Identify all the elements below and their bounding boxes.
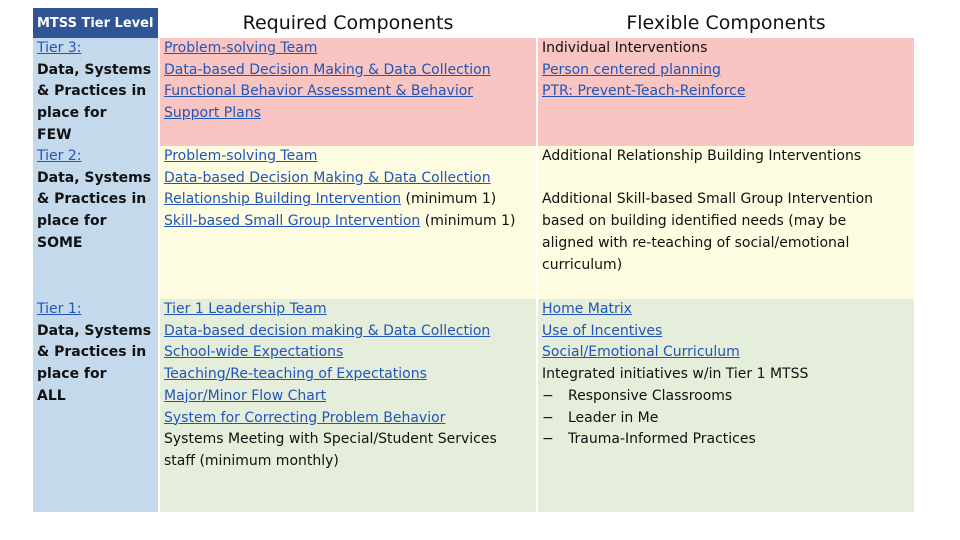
tier-2-cell	[33, 146, 158, 299]
flexible-component-text: Trauma-Informed Practices	[568, 431, 756, 448]
required-component-link[interactable]: Functional Behavior Assessment & Behavior	[164, 83, 474, 100]
flexible-component-link[interactable]: Use of Incentives	[542, 322, 663, 339]
flexible-component-text: Individual Interventions	[542, 40, 708, 56]
flexible-component-link[interactable]: PTR: Prevent-Teach-Reinforce	[542, 83, 746, 100]
required-component-note: (minimum 1)	[420, 213, 516, 230]
tier-3-cell	[33, 38, 158, 146]
tier-description-line: FEW	[37, 126, 72, 143]
required-component-link[interactable]: System for Correcting Problem Behavior	[164, 409, 446, 426]
required-component-text: staff (minimum monthly)	[164, 452, 339, 469]
required-component-item	[164, 451, 532, 473]
tier-name[interactable]: Tier 1:	[37, 301, 82, 317]
required-component-item	[164, 364, 532, 386]
tier-3-flexible-cell	[538, 38, 914, 146]
flexible-component-text: Additional Relationship Building Interventions	[542, 148, 862, 164]
tier-description-line: place for	[37, 105, 107, 122]
required-component-link[interactable]: School-wide Expectations	[164, 344, 344, 361]
flexible-component-item	[542, 60, 910, 82]
required-component-text: Systems Meeting with Special/Student Services	[164, 431, 497, 448]
required-component-link[interactable]: Skill-based Small Group Intervention	[164, 213, 421, 230]
flexible-component-item	[542, 299, 910, 321]
flexible-component-item	[542, 38, 910, 60]
flexible-component-item	[542, 211, 910, 233]
tier-description-line: Data, Systems	[37, 61, 152, 78]
flexible-component-text: Responsive Classrooms	[568, 387, 733, 404]
required-component-link[interactable]: Major/Minor Flow Chart	[164, 387, 327, 404]
tier-description-line: & Practices in	[37, 83, 147, 100]
required-component-link[interactable]: Problem-solving Team	[164, 40, 318, 56]
required-component-link[interactable]: Data-based Decision Making & Data Collection	[164, 61, 491, 78]
required-component-note: (minimum 1)	[401, 191, 497, 208]
tier-1-required-cell	[160, 299, 536, 512]
flexible-component-item	[542, 81, 910, 103]
tier-1-flexible-cell	[538, 299, 914, 512]
required-component-item	[164, 60, 532, 82]
tier-description-line: place for	[37, 366, 107, 383]
tier-description-line: ALL	[37, 387, 66, 404]
required-component-item	[164, 386, 532, 408]
required-component-item	[164, 103, 532, 125]
required-component-item	[164, 38, 532, 60]
required-component-link[interactable]: Problem-solving Team	[164, 148, 318, 164]
dash-bullet-icon: −	[542, 431, 554, 448]
required-component-item	[164, 321, 532, 343]
tier-3-required-cell	[160, 38, 536, 146]
header-required-components: Required Components	[160, 8, 536, 38]
header-tier-level: MTSS Tier Level	[33, 8, 158, 38]
mtss-table	[33, 8, 910, 512]
tier-description-line: & Practices in	[37, 191, 147, 208]
required-component-link[interactable]: Data-based decision making & Data Collection	[164, 322, 491, 339]
flexible-component-item	[542, 386, 910, 408]
flexible-component-item	[542, 255, 910, 277]
flexible-component-link[interactable]: Home Matrix	[542, 301, 632, 317]
required-component-link[interactable]: Data-based Decision Making & Data Collection	[164, 169, 491, 186]
required-component-item	[164, 146, 532, 168]
blank-line	[542, 168, 910, 190]
required-component-item	[164, 168, 532, 190]
flexible-component-text: curriculum)	[542, 256, 623, 273]
tier-name[interactable]: Tier 3:	[37, 40, 82, 56]
flexible-component-text: aligned with re-teaching of social/emotional	[542, 234, 850, 251]
required-component-item	[164, 81, 532, 103]
flexible-component-item	[542, 364, 910, 386]
tier-description-line: & Practices in	[37, 344, 147, 361]
flexible-component-link[interactable]: Person centered planning	[542, 61, 721, 78]
header-flexible-components: Flexible Components	[538, 8, 914, 38]
flexible-component-text: Leader in Me	[568, 409, 659, 426]
required-component-item	[164, 408, 532, 430]
flexible-component-item	[542, 408, 910, 430]
tier-2-required-cell	[160, 146, 536, 299]
flexible-component-item	[542, 146, 910, 168]
required-component-item	[164, 299, 532, 321]
dash-bullet-icon: −	[542, 387, 554, 404]
required-component-link[interactable]: Relationship Building Intervention	[164, 191, 402, 208]
required-component-item	[164, 189, 532, 211]
flexible-component-item	[542, 321, 910, 343]
required-component-link[interactable]: Teaching/Re-teaching of Expectations	[164, 366, 427, 383]
required-component-item	[164, 342, 532, 364]
tier-description-line: Data, Systems	[37, 169, 152, 186]
required-component-link[interactable]: Tier 1 Leadership Team	[164, 301, 327, 317]
required-component-item	[164, 211, 532, 233]
tier-description-line: Data, Systems	[37, 322, 152, 339]
flexible-component-item	[542, 429, 910, 451]
flexible-component-item	[542, 342, 910, 364]
flexible-component-item	[542, 189, 910, 211]
tier-name[interactable]: Tier 2:	[37, 148, 82, 164]
flexible-component-text: based on building identified needs (may be	[542, 213, 847, 230]
required-component-item	[164, 429, 532, 451]
flexible-component-text: Integrated initiatives w/in Tier 1 MTSS	[542, 366, 809, 383]
tier-1-cell	[33, 299, 158, 512]
flexible-component-item	[542, 233, 910, 255]
flexible-component-link[interactable]: Social/Emotional Curriculum	[542, 344, 740, 361]
flexible-component-text: Additional Skill-based Small Group Intervention	[542, 191, 874, 208]
tier-2-flexible-cell	[538, 146, 914, 299]
dash-bullet-icon: −	[542, 409, 554, 426]
tier-description-line: SOME	[37, 234, 83, 251]
tier-description-line: place for	[37, 213, 107, 230]
required-component-link[interactable]: Support Plans	[164, 105, 261, 122]
